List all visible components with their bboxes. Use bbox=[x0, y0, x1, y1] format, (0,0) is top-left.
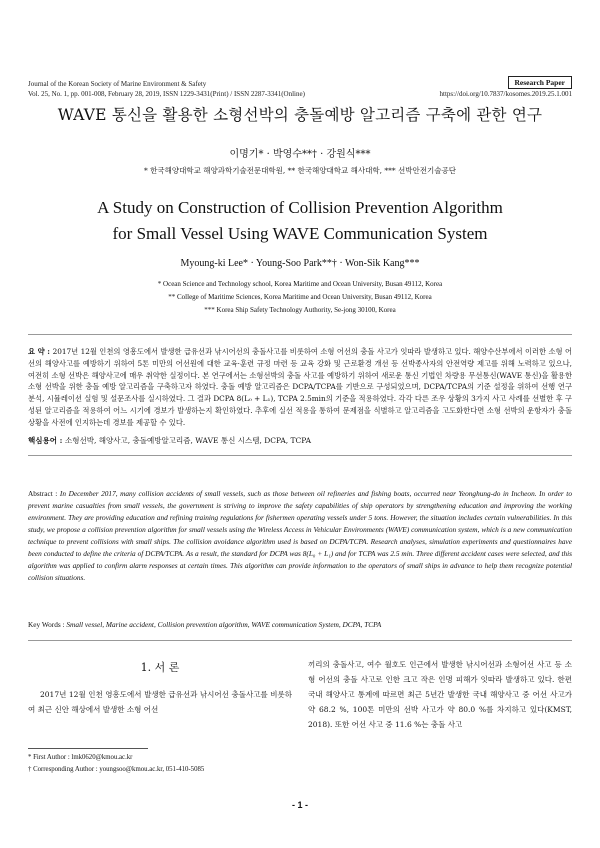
english-title bbox=[0, 195, 600, 247]
footnotes bbox=[28, 752, 204, 776]
english-abstract-text: In December 2017, many collision accidents of small vessels, such as those between oil refineries and fishing boats, occurred near Yeonghung-do in Incheon. In order to prevent marine casualties from small vessels, the government is striving to improve the safety capabilities of ship operators by strengthening education and improving the working environment. They are providing education and refining training regulations for fishermen operating vessels under 5 tons. However, the situation includes certain vulnerabilities. In this study, we propose a collision prevention algorithm for small vessels using the Wireless Access in Vehicular Environments (WAVE) communication system, which is a new communication technique to prevent collisions with small ships. The collision avoidance algorithm used is based on DCPA/TCPA. Research analyses, simulation experiments and questionnaires have been conducted to define the criteria of DCPA/TCPA. As a result, the standard for DCPA was 8(L₀ + L₁) and for TCPA was 2.5 min. Three different accident cases were selected, and this algorithm was applied to confirm alarm responses at certain times. This algorithm can provide information to the operators of small ships in advance to help them recognize potential collision situations. bbox=[28, 489, 572, 582]
english-title-line1: A Study on Construction of Collision Prevention Algorithm bbox=[97, 198, 503, 217]
korean-abstract bbox=[28, 346, 572, 429]
section-title: 1. 서 론 bbox=[140, 661, 180, 674]
english-title-line2: for Small Vessel Using WAVE Communication System bbox=[112, 224, 488, 243]
english-abstract bbox=[28, 488, 572, 584]
korean-keywords-text: 소형선박, 해양사고, 충돌예방알고리즘, WAVE 통신 시스템, DCPA, TCPA bbox=[64, 436, 312, 445]
english-affiliations bbox=[0, 278, 600, 317]
affiliation-3: *** Korea Ship Safety Technology Authority, Se-jong 30100, Korea bbox=[204, 306, 396, 314]
korean-authors: 이명기* · 박영수**† · 강원식*** bbox=[229, 149, 371, 160]
korean-abstract-label: 요 약 : bbox=[28, 347, 53, 356]
footnote-divider bbox=[28, 748, 148, 749]
body-column-left: 2017년 12월 인천 영흥도에서 발생한 급유선과 낚시어선 충돌사고를 비롯하여 최근 신안 해상에서 발생한 소형 어선 bbox=[28, 690, 292, 714]
doi-link[interactable]: https://doi.org/10.7837/kosomes.2019.25.1.001 bbox=[439, 90, 572, 98]
article-type-badge: Research Paper bbox=[508, 76, 572, 89]
english-keywords-text: Small vessel, Marine accident, Collision prevention algorithm, WAVE communication System, DCPA, TCPA bbox=[66, 620, 382, 629]
korean-keywords-label: 핵심용어 : bbox=[28, 436, 65, 445]
body-column-right: 끼리의 충돌사고, 여수 월호도 인근에서 발생한 낚시어선과 소형어선 사고 등 소형 어선의 충돌 사고로 인한 크고 작은 인명 피해가 잇따라 발생하고 있다. 한편 국내 해양사고 통계에 따르면 최근 5년간 발생한 국내 해양사고 중 어선 사고가 약 68.2 %, 100톤 미만의 선박 사고가 약 80.0 %를 차지하고 있다(KMST, 2018). 또한 어선 사고 중 11.6 %는 충돌 사고 bbox=[308, 660, 572, 729]
divider bbox=[28, 334, 572, 335]
footnote-first-author: * First Author : lmk0620@kmou.ac.kr bbox=[28, 754, 133, 761]
english-authors: Myoung-ki Lee* · Young-Soo Park**† · Won-Sik Kang*** bbox=[180, 258, 420, 269]
footnote-corresponding-author: † Corresponding Author : youngsoo@kmou.ac.kr, 051-410-5085 bbox=[28, 766, 205, 773]
affiliation-2: ** College of Maritime Sciences, Korea Maritime and Ocean University, Busan 49112, Korea bbox=[168, 293, 432, 301]
affiliation-1: * Ocean Science and Technology school, Korea Maritime and Ocean University, Busan 49112, Korea bbox=[157, 280, 443, 288]
journal-name: Journal of the Korean Society of Marine Environment & Safety bbox=[28, 80, 207, 88]
korean-keywords bbox=[28, 435, 311, 446]
korean-title: WAVE 통신을 활용한 소형선박의 충돌예방 알고리즘 구축에 관한 연구 bbox=[57, 106, 543, 124]
english-keywords bbox=[28, 620, 381, 629]
page-number: - 1 - bbox=[291, 800, 308, 810]
divider bbox=[28, 640, 572, 641]
korean-affiliations: * 한국해양대학교 해양과학기술전문대학원, ** 한국해양대학교 해사대학, *** 선박안전기술공단 bbox=[143, 166, 457, 175]
english-abstract-label: Abstract : bbox=[28, 489, 60, 498]
divider bbox=[28, 455, 572, 456]
volume-info: Vol. 25, No. 1, pp. 001-008, February 28, 2019, ISSN 1229-3431(Print) / ISSN 2287-3341(Online) bbox=[28, 90, 305, 98]
english-keywords-label: Key Words : bbox=[28, 620, 67, 629]
korean-abstract-text: 2017년 12월 인천의 영흥도에서 발생한 급유선과 낚시어선의 충돌사고를 비롯하여 소형 어선의 충돌 사고가 잇따라 발생하고 있다. 해양수산부에서 이러한 소형 어선의 해양사고를 예방하기 위하여 5톤 미만의 어선원에 대한 교육·훈련 규정 마련 등 교육 강화 및 근로환경 개선 등 선박종사자의 안전역량 제고를 위해 노력하고 있으나, 여전히 소형 선박은 해양사고에 매우 취약한 실정이다. 본 연구에서는 소형선박의 충돌 사고를 예방하기 위하여 새로운 통신 기법인 차량용 무선통신(WAVE 통신)을 활용한 소형 선박을 위한 충돌 예방 알고리즘을 구축하고자 하였다. 충돌 예방 알고리즘은 DCPA/TCPA를 기반으로 구성되었으며, DCPA/TCPA의 기준 설정을 위하여 선행 연구 분석, 시뮬레이션 실험 및 설문조사를 실시하였다. 그 결과 DCPA 8(L₀ + L₁), TCPA 2.5min의 기준을 적용하였다. 각각 다른 조우 상황의 3가지 사고 사례를 선별한 후 구성된 알고리즘을 적용하여 어느 시기에 경보가 발생하는지 확인하였다. 추후에 실선 적용을 통하여 문제점을 식별하고 알고리즘을 고도화한다면 소형 선박의 운항자가 충돌 상황을 사전에 인지하는데 경보를 제공할 수 있다. bbox=[28, 347, 572, 427]
